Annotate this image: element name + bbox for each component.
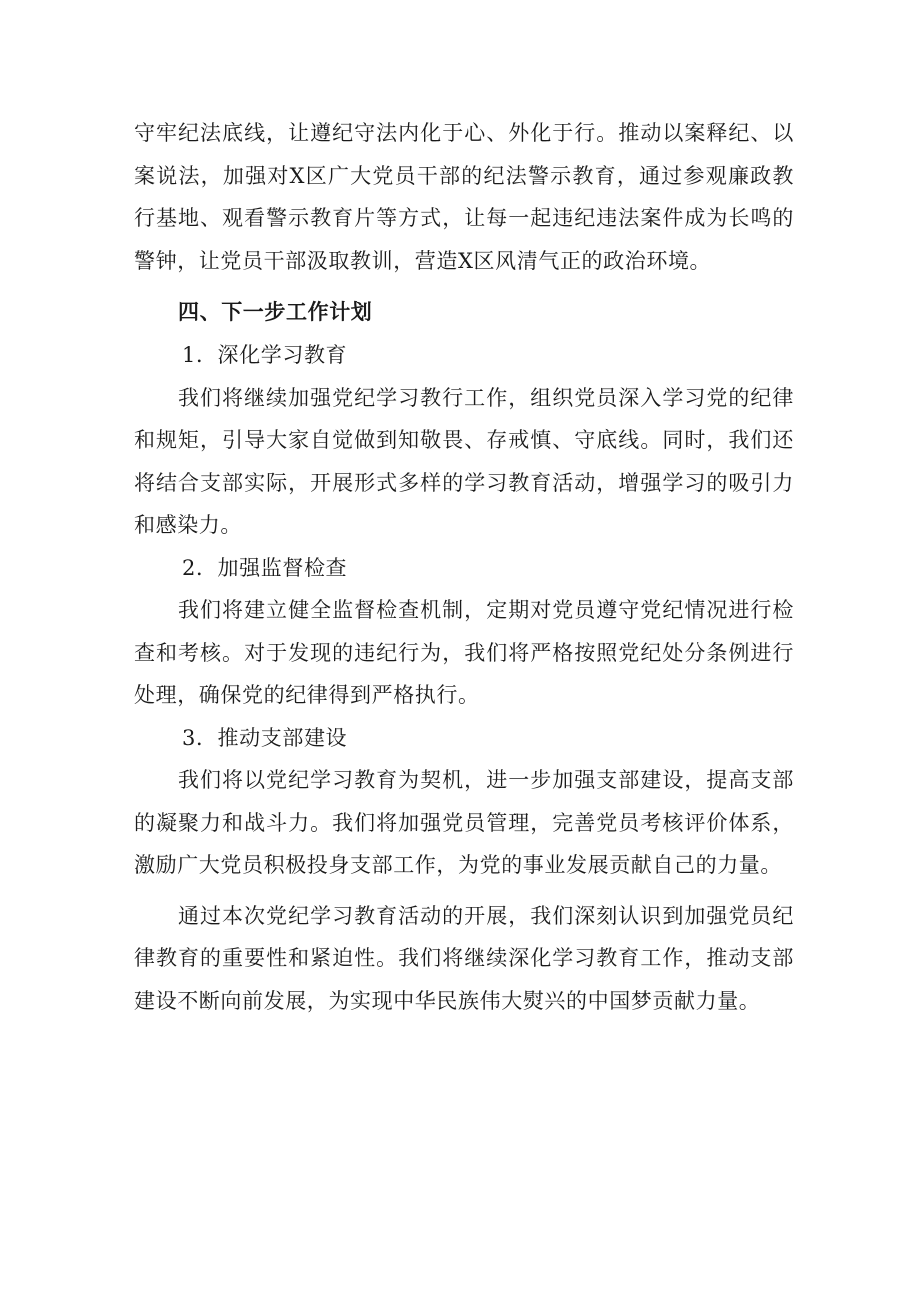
paragraph-body: 我们将继续加强党纪学习教行工作，组织党员深入学习党的纪律和规矩，引导大家自觉做到知敬畏、存戒慎、守底线。同时，我们还将结合支部实际，开展形式多样的学习教育活动，增强学习的吸引力和感染力。: [134, 385, 794, 537]
subheading-2: 2．加强监督检查: [182, 555, 348, 580]
subheading-3: 3．推动支部建设: [182, 725, 348, 750]
paragraph-continuation: 守牢纪法底线，让遵纪守法内化于心、外化于行。推动以案释纪、以案说法，加强对X区广大党员干部的纪法警示教育，通过参观廉政教行基地、观看警示教育片等方式，让每一起违纪违法案件成为长鸣的警钟，让党员干部汲取教训，营造X区风清气正的政治环境。: [134, 121, 794, 273]
subheading-1: 1．深化学习教育: [182, 343, 348, 367]
paragraph-body: 我们将建立健全监督检查机制，定期对党员遵守党纪情况进行检查和考核。对于发现的违纪行为，我们将严格按照党纪处分条例进行处理，确保党的纪律得到严格执行。: [134, 598, 794, 707]
paragraph-conclusion: 通过本次党纪学习教育活动的开展，我们深刻认识到加强党员纪律教育的重要性和紧迫性。我们将继续深化学习教育工作，推动支部建设不断向前发展，为实现中华民族伟大熨兴的中国梦贡献力量。: [134, 903, 794, 1013]
paragraph-body: 我们将以党纪学习教育为契机，进一步加强支部建设，提高支部的凝聚力和战斗力。我们将加强党员管理，完善党员考核评价体系，激励广大党员积极投身支部工作，为党的事业发展贡献自己的力量。: [134, 768, 794, 877]
document-body: [134, 112, 794, 1022]
section-heading: 四、下一步工作计划: [178, 299, 373, 324]
